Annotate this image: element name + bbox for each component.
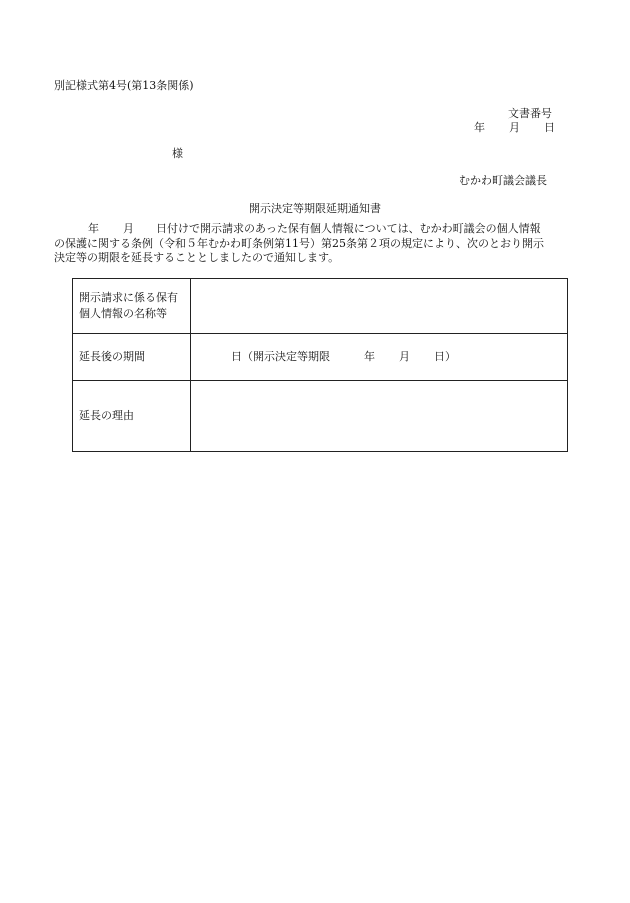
date-month: 月 — [509, 121, 520, 134]
document-number-label: 文書番号 — [508, 107, 552, 120]
extended-period-label: 延長後の期間 — [73, 334, 191, 381]
deadline-month: 月 — [399, 349, 410, 363]
deadline-year: 年 — [364, 349, 375, 363]
extended-period-field[interactable] — [191, 334, 568, 381]
personal-info-name-label — [73, 279, 191, 334]
table-row — [73, 279, 568, 334]
deadline-label: （開示決定等期限 — [242, 349, 330, 363]
body-line-1 — [54, 222, 572, 237]
personal-info-name-field[interactable] — [191, 279, 568, 334]
body-line-1-text: 日付けで開示請求のあった保有個人情報については、むかわ町議会の個人情報 — [156, 222, 541, 235]
period-day: 日 — [231, 349, 242, 363]
body-line-2: の保護に関する条例（令和５年むかわ町条例第11号）第25条第２項の規定により、次のとおり開示 — [54, 236, 544, 250]
body-line-3: 決定等の期限を延長することとしましたので通知します。 — [54, 251, 340, 265]
extension-reason-field[interactable] — [191, 381, 568, 452]
table-row — [73, 334, 568, 381]
sender: むかわ町議会議長 — [459, 174, 547, 187]
notice-table — [72, 278, 568, 452]
date-day: 日 — [544, 121, 555, 134]
addressee-suffix: 様 — [172, 147, 183, 160]
notice-body — [54, 222, 572, 266]
table-row — [73, 381, 568, 452]
label-line: 個人情報の名称等 — [79, 307, 167, 320]
extension-reason-label: 延長の理由 — [73, 381, 191, 452]
date-year: 年 — [474, 121, 485, 134]
document-title: 開示決定等期限延期通知書 — [249, 202, 381, 215]
body-year: 年 — [88, 222, 99, 235]
deadline-day: 日） — [434, 349, 456, 363]
form-reference: 別記様式第4号(第13条関係) — [54, 79, 194, 92]
body-month: 月 — [123, 222, 134, 235]
label-line: 開示請求に係る保有 — [79, 291, 178, 305]
issue-date — [474, 121, 555, 135]
